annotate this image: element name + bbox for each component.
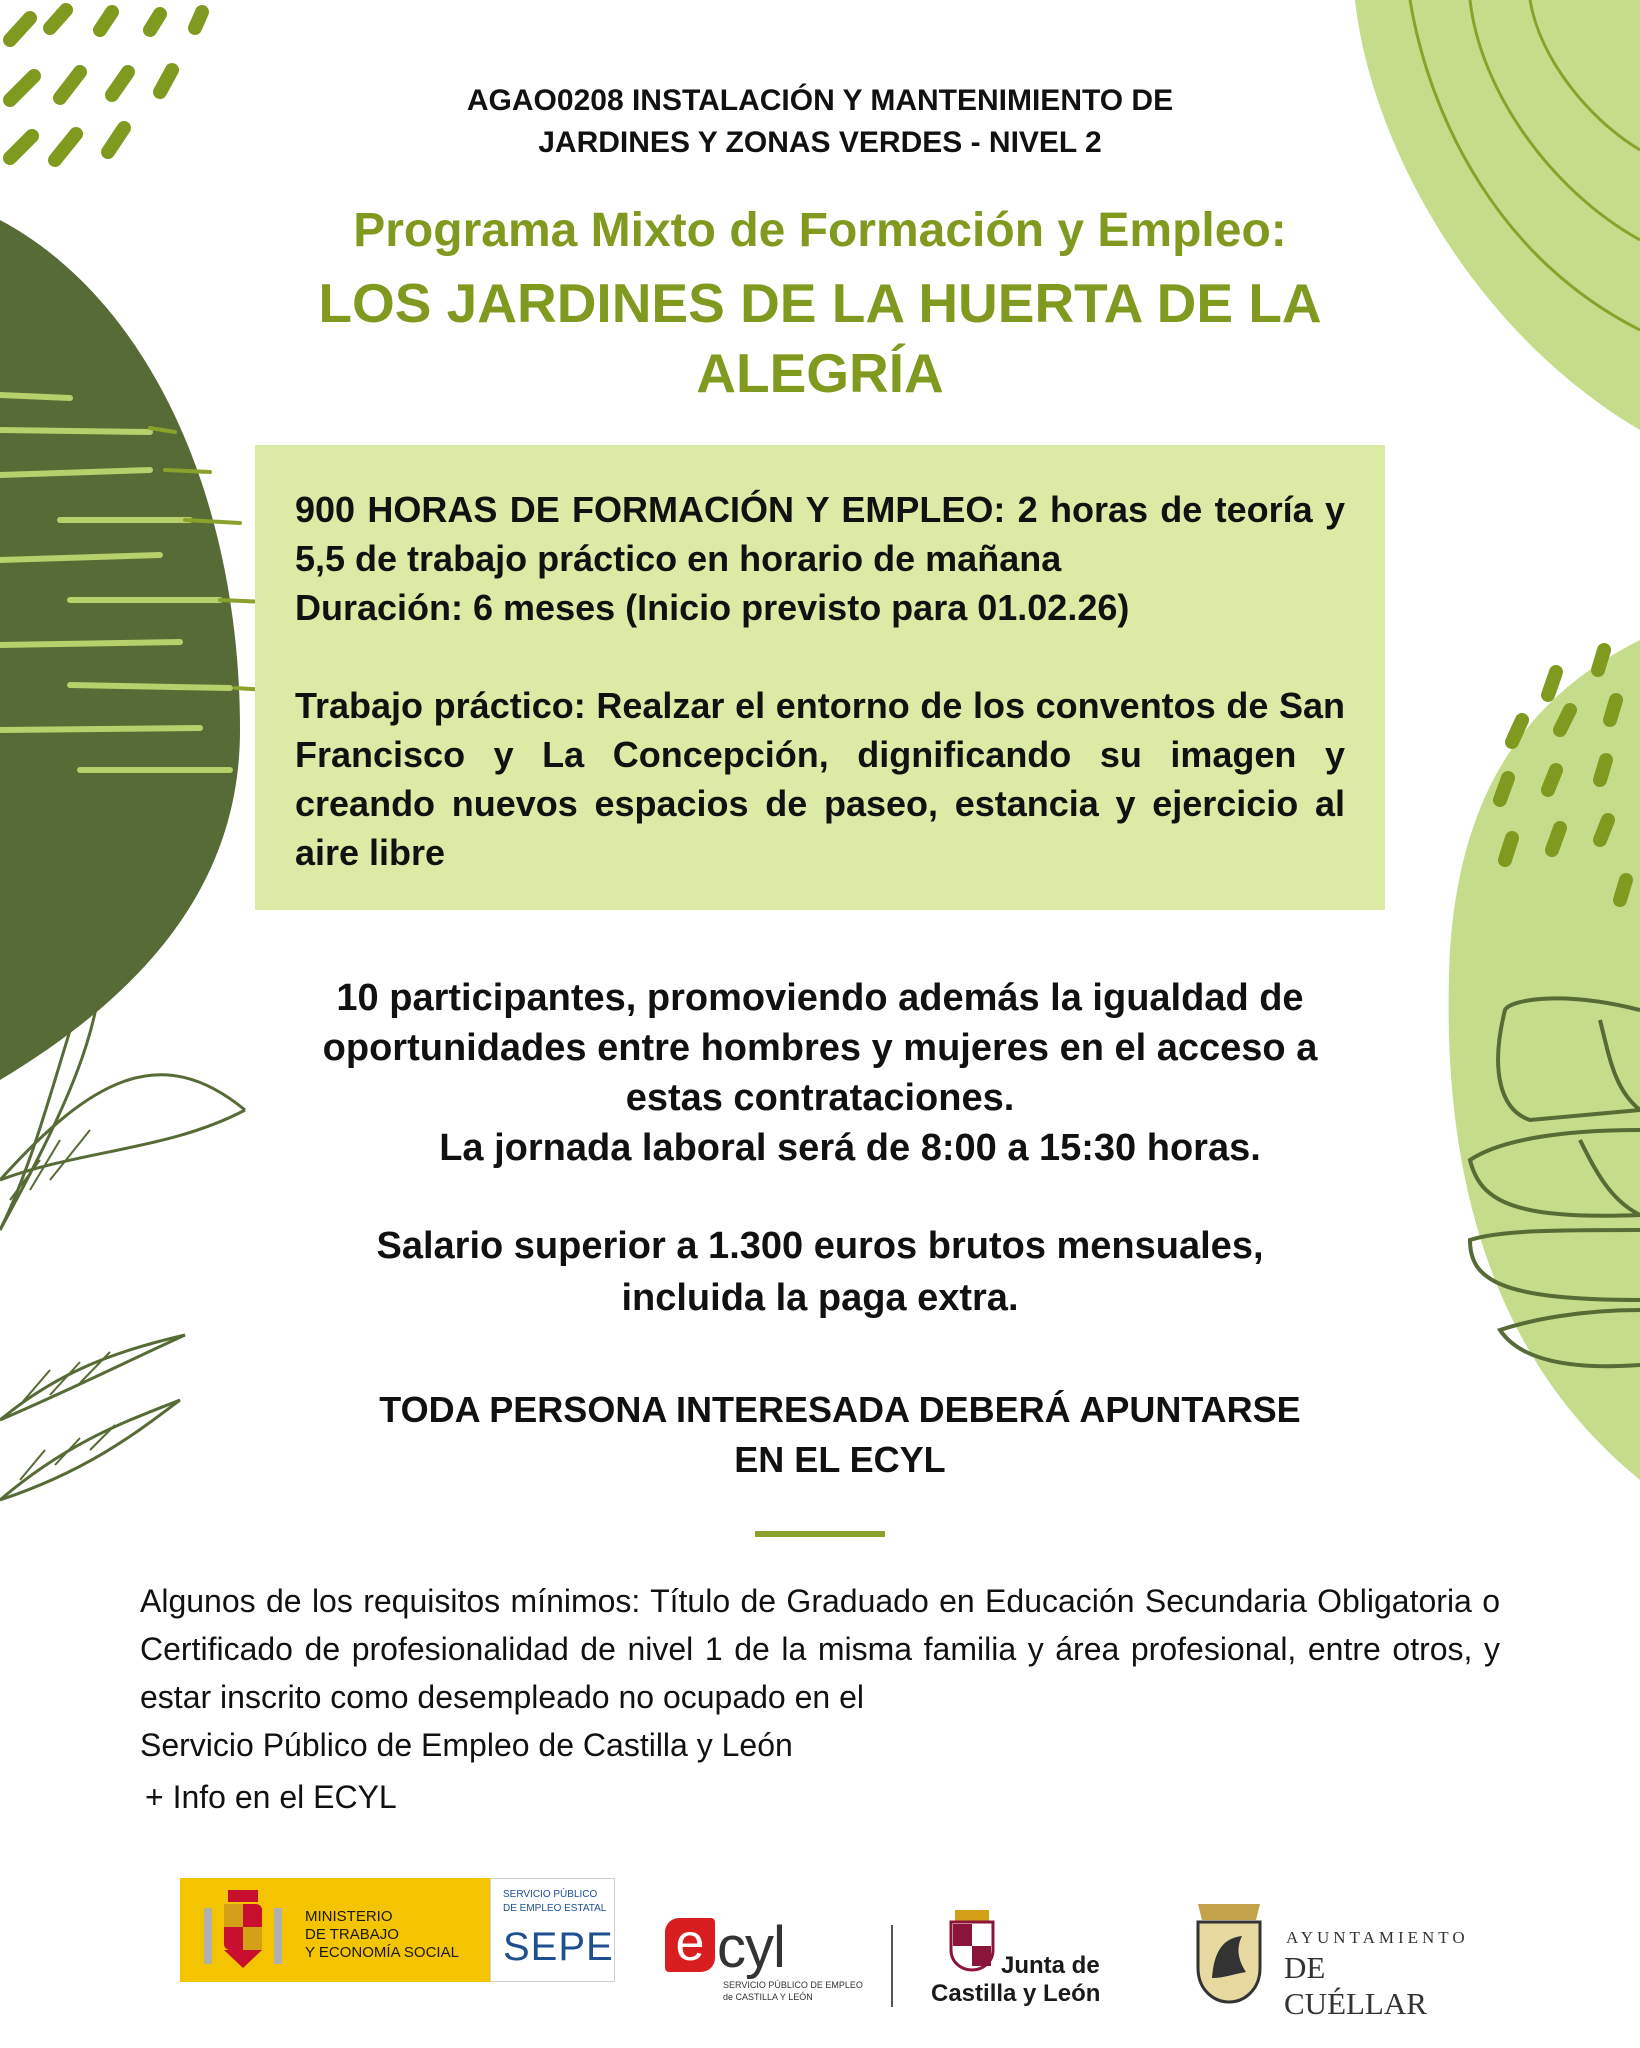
participants-line2: oportunidades entre hombres y mujeres en el acceso a	[322, 1027, 1318, 1069]
cuellar-line1: AYUNTAMIENTO	[1286, 1928, 1469, 1947]
cuellar-shield-icon	[1190, 1898, 1268, 2006]
register-line1: TODA PERSONA INTERESADA DEBERÁ APUNTARSE	[379, 1389, 1301, 1430]
ministerio-logo	[180, 1878, 490, 1982]
junta-line1: Junta de	[1001, 1952, 1100, 1979]
ministerio-line3: Y ECONOMÍA SOCIAL	[305, 1944, 459, 1961]
course-title-line1: AGAO0208 INSTALACIÓN Y MANTENIMIENTO DE	[466, 84, 1174, 117]
logo-separator	[891, 1925, 893, 2007]
ecyl-sub1: SERVICIO PÚBLICO DE EMPLEO	[723, 1980, 863, 1990]
sepe-logo	[490, 1878, 615, 1982]
cuellar-line2: DE CUÉLLAR	[1284, 1950, 1427, 2021]
ecyl-logo	[665, 1914, 865, 2008]
participants-text	[260, 973, 1380, 1173]
sepe-name: SEPE	[503, 1925, 614, 1969]
ministerio-line2: DE TRABAJO	[305, 1926, 399, 1943]
cuellar-logo	[1190, 1898, 1469, 2021]
requirements-text	[140, 1577, 1500, 1769]
duration-text: Duración: 6 meses (Inicio previsto para 01.02.26)	[295, 587, 1130, 628]
program-name	[180, 268, 1460, 408]
ecyl-name: cyl	[717, 1915, 785, 1980]
participants-line1: 10 participantes, promoviendo además la igualdad de	[336, 977, 1304, 1019]
coat-of-arms-icon	[198, 1886, 288, 1976]
ministerio-line1: MINISTERIO	[305, 1908, 393, 1925]
section-divider	[755, 1531, 885, 1537]
ecyl-e: e	[665, 1918, 715, 1972]
course-title-line2: JARDINES Y ZONAS VERDES - NIVEL 2	[538, 126, 1102, 159]
salary-line1: Salario superior a 1.300 euros brutos mensuales,	[376, 1225, 1264, 1267]
info-box	[255, 445, 1385, 910]
ecyl-sub2: de CASTILLA Y LEÓN	[723, 1992, 813, 2002]
schedule-line: La jornada laboral será de 8:00 a 15:30 horas.	[439, 1127, 1261, 1169]
requirements-body: Algunos de los requisitos mínimos: Título de Graduado en Educación Secundaria Obligatoria o Certificado de profesionalidad de nivel 1 de la misma familia y área profesional, entre otros, y estar inscrito como desempleado no ocupado en el	[140, 1583, 1500, 1715]
program-title: Programa Mixto de Formación y Empleo:	[353, 204, 1287, 257]
practical-work-text: Trabajo práctico: Realzar el entorno de los conventos de San Francisco y La Concepción, dignificando su imagen y creando nuevos espacios de paseo, estancia y ejercicio al aire libre	[295, 685, 1345, 873]
salary-line2: incluida la paga extra.	[621, 1277, 1019, 1319]
participants-line3: estas contrataciones.	[625, 1077, 1015, 1119]
register-text	[260, 1385, 1420, 1485]
requirements-last-line: Servicio Público de Empleo de Castilla y León	[140, 1727, 793, 1763]
program-name-line1: LOS JARDINES DE LA HUERTA DE LA	[318, 272, 1322, 334]
program-name-line2: ALEGRÍA	[696, 342, 944, 404]
more-info-text: + Info en el ECYL	[145, 1779, 397, 1815]
junta-logo	[925, 1900, 1125, 2020]
junta-line2: Castilla y León	[931, 1980, 1101, 2007]
course-title	[200, 80, 1440, 164]
salary-text	[260, 1220, 1380, 1324]
castilla-leon-shield-icon	[945, 1900, 999, 1972]
sepe-line2: DE EMPLEO ESTATAL	[503, 1903, 607, 1914]
register-line2: EN EL ECYL	[734, 1439, 946, 1480]
sepe-line1: SERVICIO PÚBLICO	[503, 1889, 598, 1900]
hours-text: 900 HORAS DE FORMACIÓN Y EMPLEO: 2 horas de teoría y 5,5 de trabajo práctico en horario de mañana	[295, 489, 1345, 579]
